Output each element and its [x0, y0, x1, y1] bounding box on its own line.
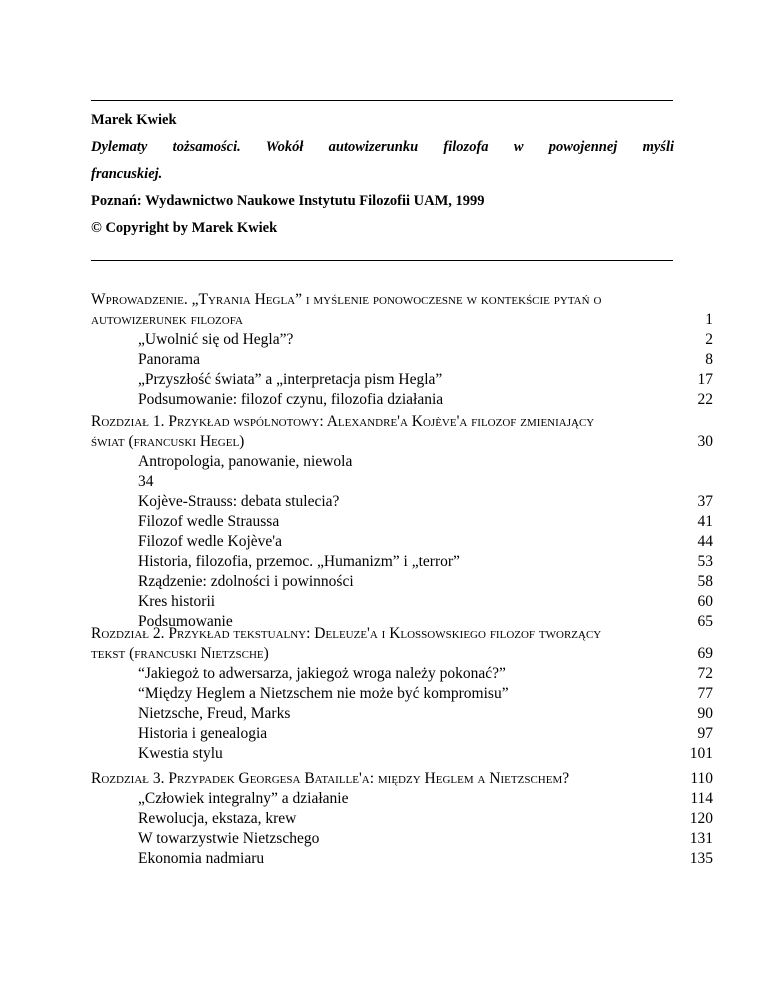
copyright: © Copyright by Marek Kwiek: [91, 220, 278, 236]
toc-intro: [91, 290, 713, 410]
book-title-continued: francuskiej.: [91, 166, 163, 182]
toc-entry[interactable]: Ekonomia nadmiaru 135: [138, 850, 713, 867]
toc-entry[interactable]: Filozof wedle Straussa 41: [138, 513, 713, 530]
toc-entry[interactable]: Kwestia stylu 101: [138, 745, 713, 762]
intro-heading-line2: autowizerunek filozofa: [91, 311, 243, 328]
toc-entry[interactable]: Filozof wedle Kojève'a 44: [138, 533, 713, 550]
publisher: Poznań: Wydawnictwo Naukowe Instytutu Filozofii UAM, 1999: [91, 193, 485, 209]
toc-entry-page-wrapped: 34: [138, 473, 154, 490]
toc-entry[interactable]: Antropologia, panowanie, niewola: [138, 453, 353, 470]
bottom-rule: [91, 260, 673, 261]
intro-heading-line1: Wprowadzenie. „Tyrania Hegla” i myślenie ponowoczesne w kontekście pytań o: [91, 291, 602, 308]
toc-entry[interactable]: “Jakiegoż to adwersarza, jakiegoż wroga należy pokonać?” 72: [138, 665, 713, 682]
toc-entry[interactable]: Podsumowanie: filozof czynu, filozofia działania 22: [138, 391, 713, 408]
toc-chapter-3: [91, 769, 713, 869]
toc-entry[interactable]: Rządzenie: zdolności i powinności 58: [138, 573, 713, 590]
chapter-1-heading-line2: świat (francuski Hegel): [91, 433, 245, 450]
toc-entry[interactable]: Kres historii 60: [138, 593, 713, 610]
chapter-1-heading[interactable]: [91, 412, 713, 452]
toc-entry[interactable]: „Przyszłość świata” a „interpretacja pism Hegla” 17: [138, 371, 713, 388]
toc-entry[interactable]: Podsumowanie 65: [138, 613, 713, 630]
chapter-3-heading-text: Rozdział 3. Przypadek Georgesa Bataille'a: między Heglem a Nietzschem?: [91, 770, 570, 787]
toc-entry[interactable]: W towarzystwie Nietzschego 131: [138, 830, 713, 847]
chapter-2-page: 69: [697, 645, 713, 662]
toc-entry[interactable]: Nietzsche, Freud, Marks 90: [138, 705, 713, 722]
toc-entry[interactable]: Historia, filozofia, przemoc. „Humanizm” i „terror” 53: [138, 553, 713, 570]
toc-chapter-1: [91, 412, 713, 632]
toc-entry[interactable]: “Między Heglem a Nietzschem nie może być kompromisu” 77: [138, 685, 713, 702]
toc-entry[interactable]: Rewolucja, ekstaza, krew 120: [138, 810, 713, 827]
toc-entry[interactable]: Kojève-Strauss: debata stulecia? 37: [138, 493, 713, 510]
author: Marek Kwiek: [91, 112, 177, 128]
toc-chapter-2: [91, 624, 713, 764]
intro-heading[interactable]: [91, 290, 713, 330]
chapter-3-heading[interactable]: [91, 769, 713, 789]
toc-entry[interactable]: „Uwolnić się od Hegla”? 2: [138, 331, 713, 348]
book-title: Dylematy tożsamości. Wokół autowizerunku filozofa w powojennej myśli: [91, 139, 674, 155]
toc-entry[interactable]: „Człowiek integralny” a działanie 114: [138, 790, 713, 807]
chapter-2-heading[interactable]: [91, 624, 713, 664]
chapter-2-heading-line1: Rozdział 2. Przykład tekstualny: Deleuze'a i Klossowskiego filozof tworzący: [91, 625, 602, 642]
chapter-1-heading-line1: Rozdział 1. Przykład wspólnotowy: Alexandre'a Kojève'a filozof zmieniający: [91, 413, 595, 430]
top-rule: [91, 100, 673, 101]
toc-entry[interactable]: Panorama 8: [138, 351, 713, 368]
chapter-3-page: 110: [690, 770, 713, 787]
intro-page: 1: [705, 311, 713, 328]
chapter-1-page: 30: [697, 433, 713, 450]
chapter-2-heading-line2: tekst (francuski Nietzsche): [91, 645, 269, 662]
toc-entry[interactable]: Historia i genealogia 97: [138, 725, 713, 742]
